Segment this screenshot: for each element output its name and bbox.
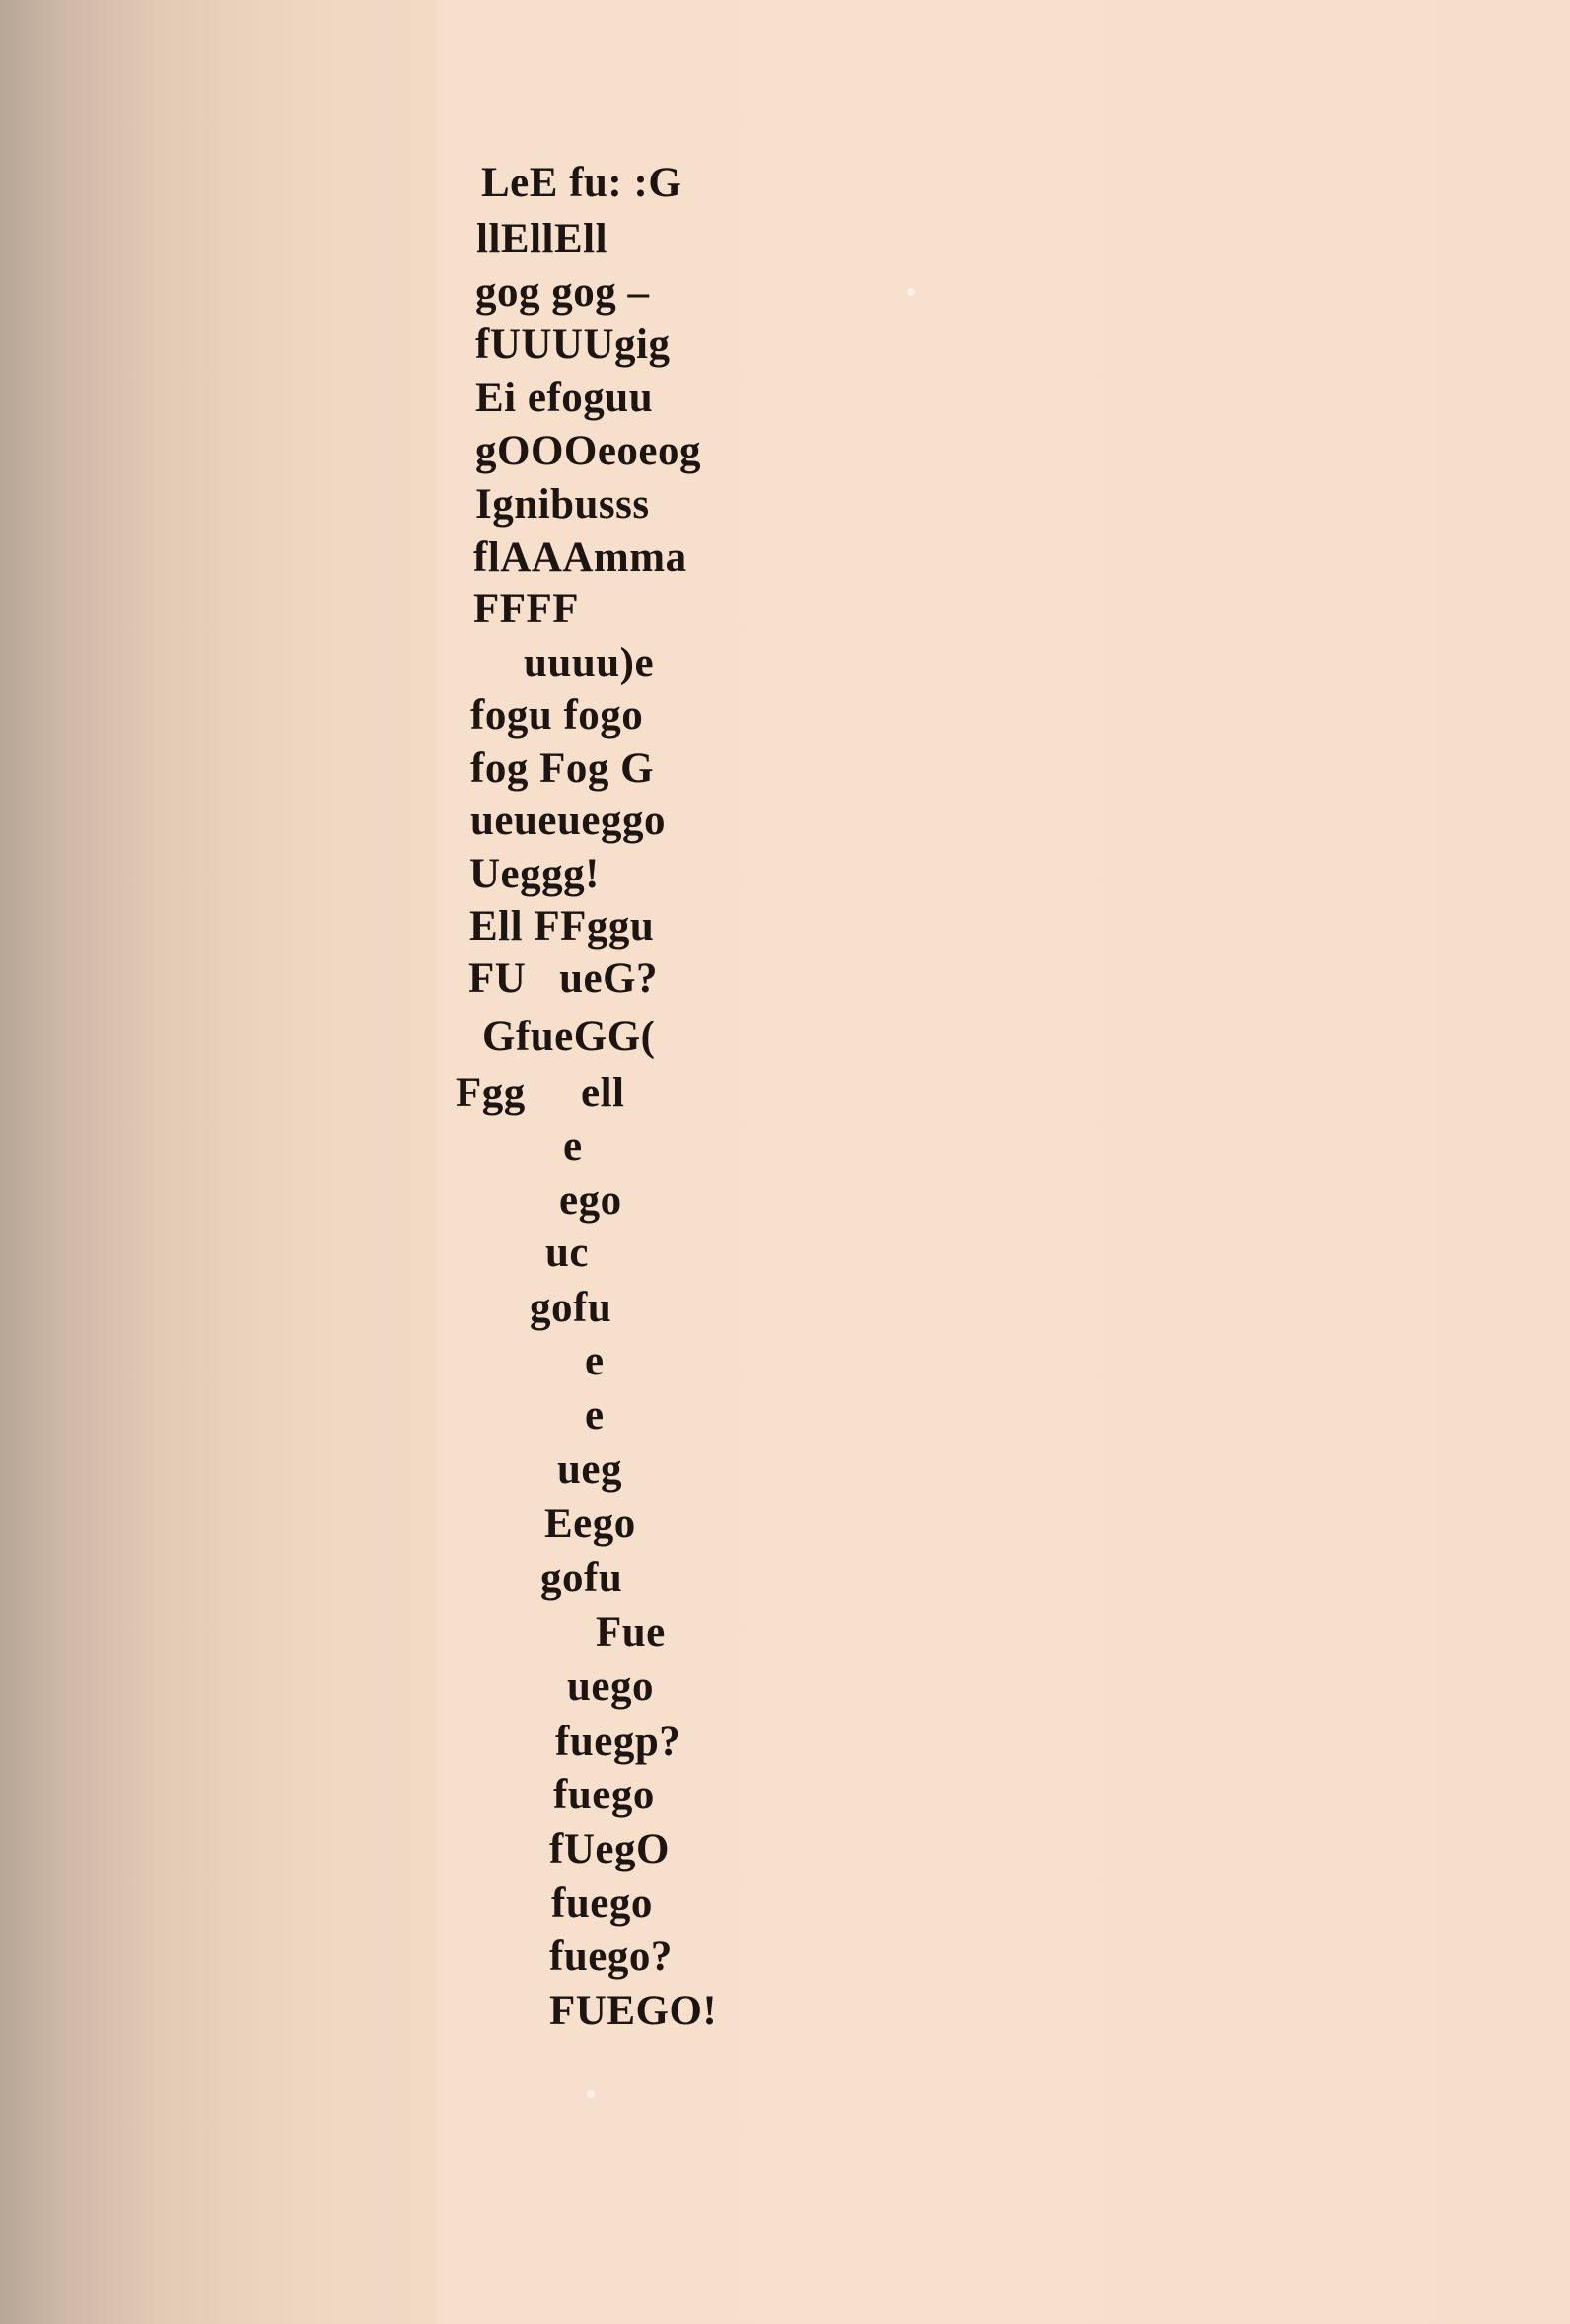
poem-line: uuuu)e: [524, 640, 655, 686]
poem-line: Ei efoguu: [475, 375, 654, 421]
poem-line: uc: [545, 1230, 589, 1276]
poem-line: ueg: [557, 1446, 622, 1493]
poem-line: gog gog –: [475, 269, 650, 316]
poem-line: GfueGG(: [482, 1014, 656, 1060]
poem-line: uego: [567, 1663, 654, 1710]
poem-line: fUegO: [549, 1826, 670, 1872]
poem-line: Ell FFggu: [469, 903, 655, 950]
poem-line: fuegp?: [555, 1719, 681, 1765]
poem-line: e: [585, 1338, 605, 1384]
poem-line: e: [563, 1123, 583, 1169]
poem-line: llEllEll: [476, 216, 608, 262]
poem-line: fUUUUgig: [475, 321, 671, 368]
poem-line: FUEGO!: [549, 1988, 718, 2034]
poem-line: ego: [559, 1177, 622, 1224]
poem-line: e: [585, 1392, 605, 1439]
poem-line: FU ueG?: [468, 955, 659, 1002]
poem-line: fuego?: [549, 1934, 673, 1980]
poem-line: Fgg ell: [456, 1070, 625, 1116]
poem-line: Ignibusss: [475, 481, 650, 528]
poem-line: gOOOeoeog: [475, 428, 702, 474]
poem-line: LeE fu: :G: [481, 160, 682, 206]
poem-line: fogu fogo: [470, 692, 644, 739]
poem-line: gofu: [530, 1285, 612, 1331]
poem-line: ueueueggo: [470, 798, 666, 844]
poem-line: FFFF: [473, 586, 580, 632]
poem-line: Ueggg!: [469, 851, 600, 897]
poem-line: gofu: [540, 1555, 623, 1601]
poem-line: fuego: [553, 1772, 655, 1818]
poem-line: fuego: [551, 1880, 653, 1927]
poem-line: Fue: [596, 1609, 666, 1655]
poem-line: Eego: [544, 1501, 636, 1547]
poem-line: fog Fog G: [470, 745, 655, 792]
poem-line: flAAAmma: [473, 534, 687, 581]
